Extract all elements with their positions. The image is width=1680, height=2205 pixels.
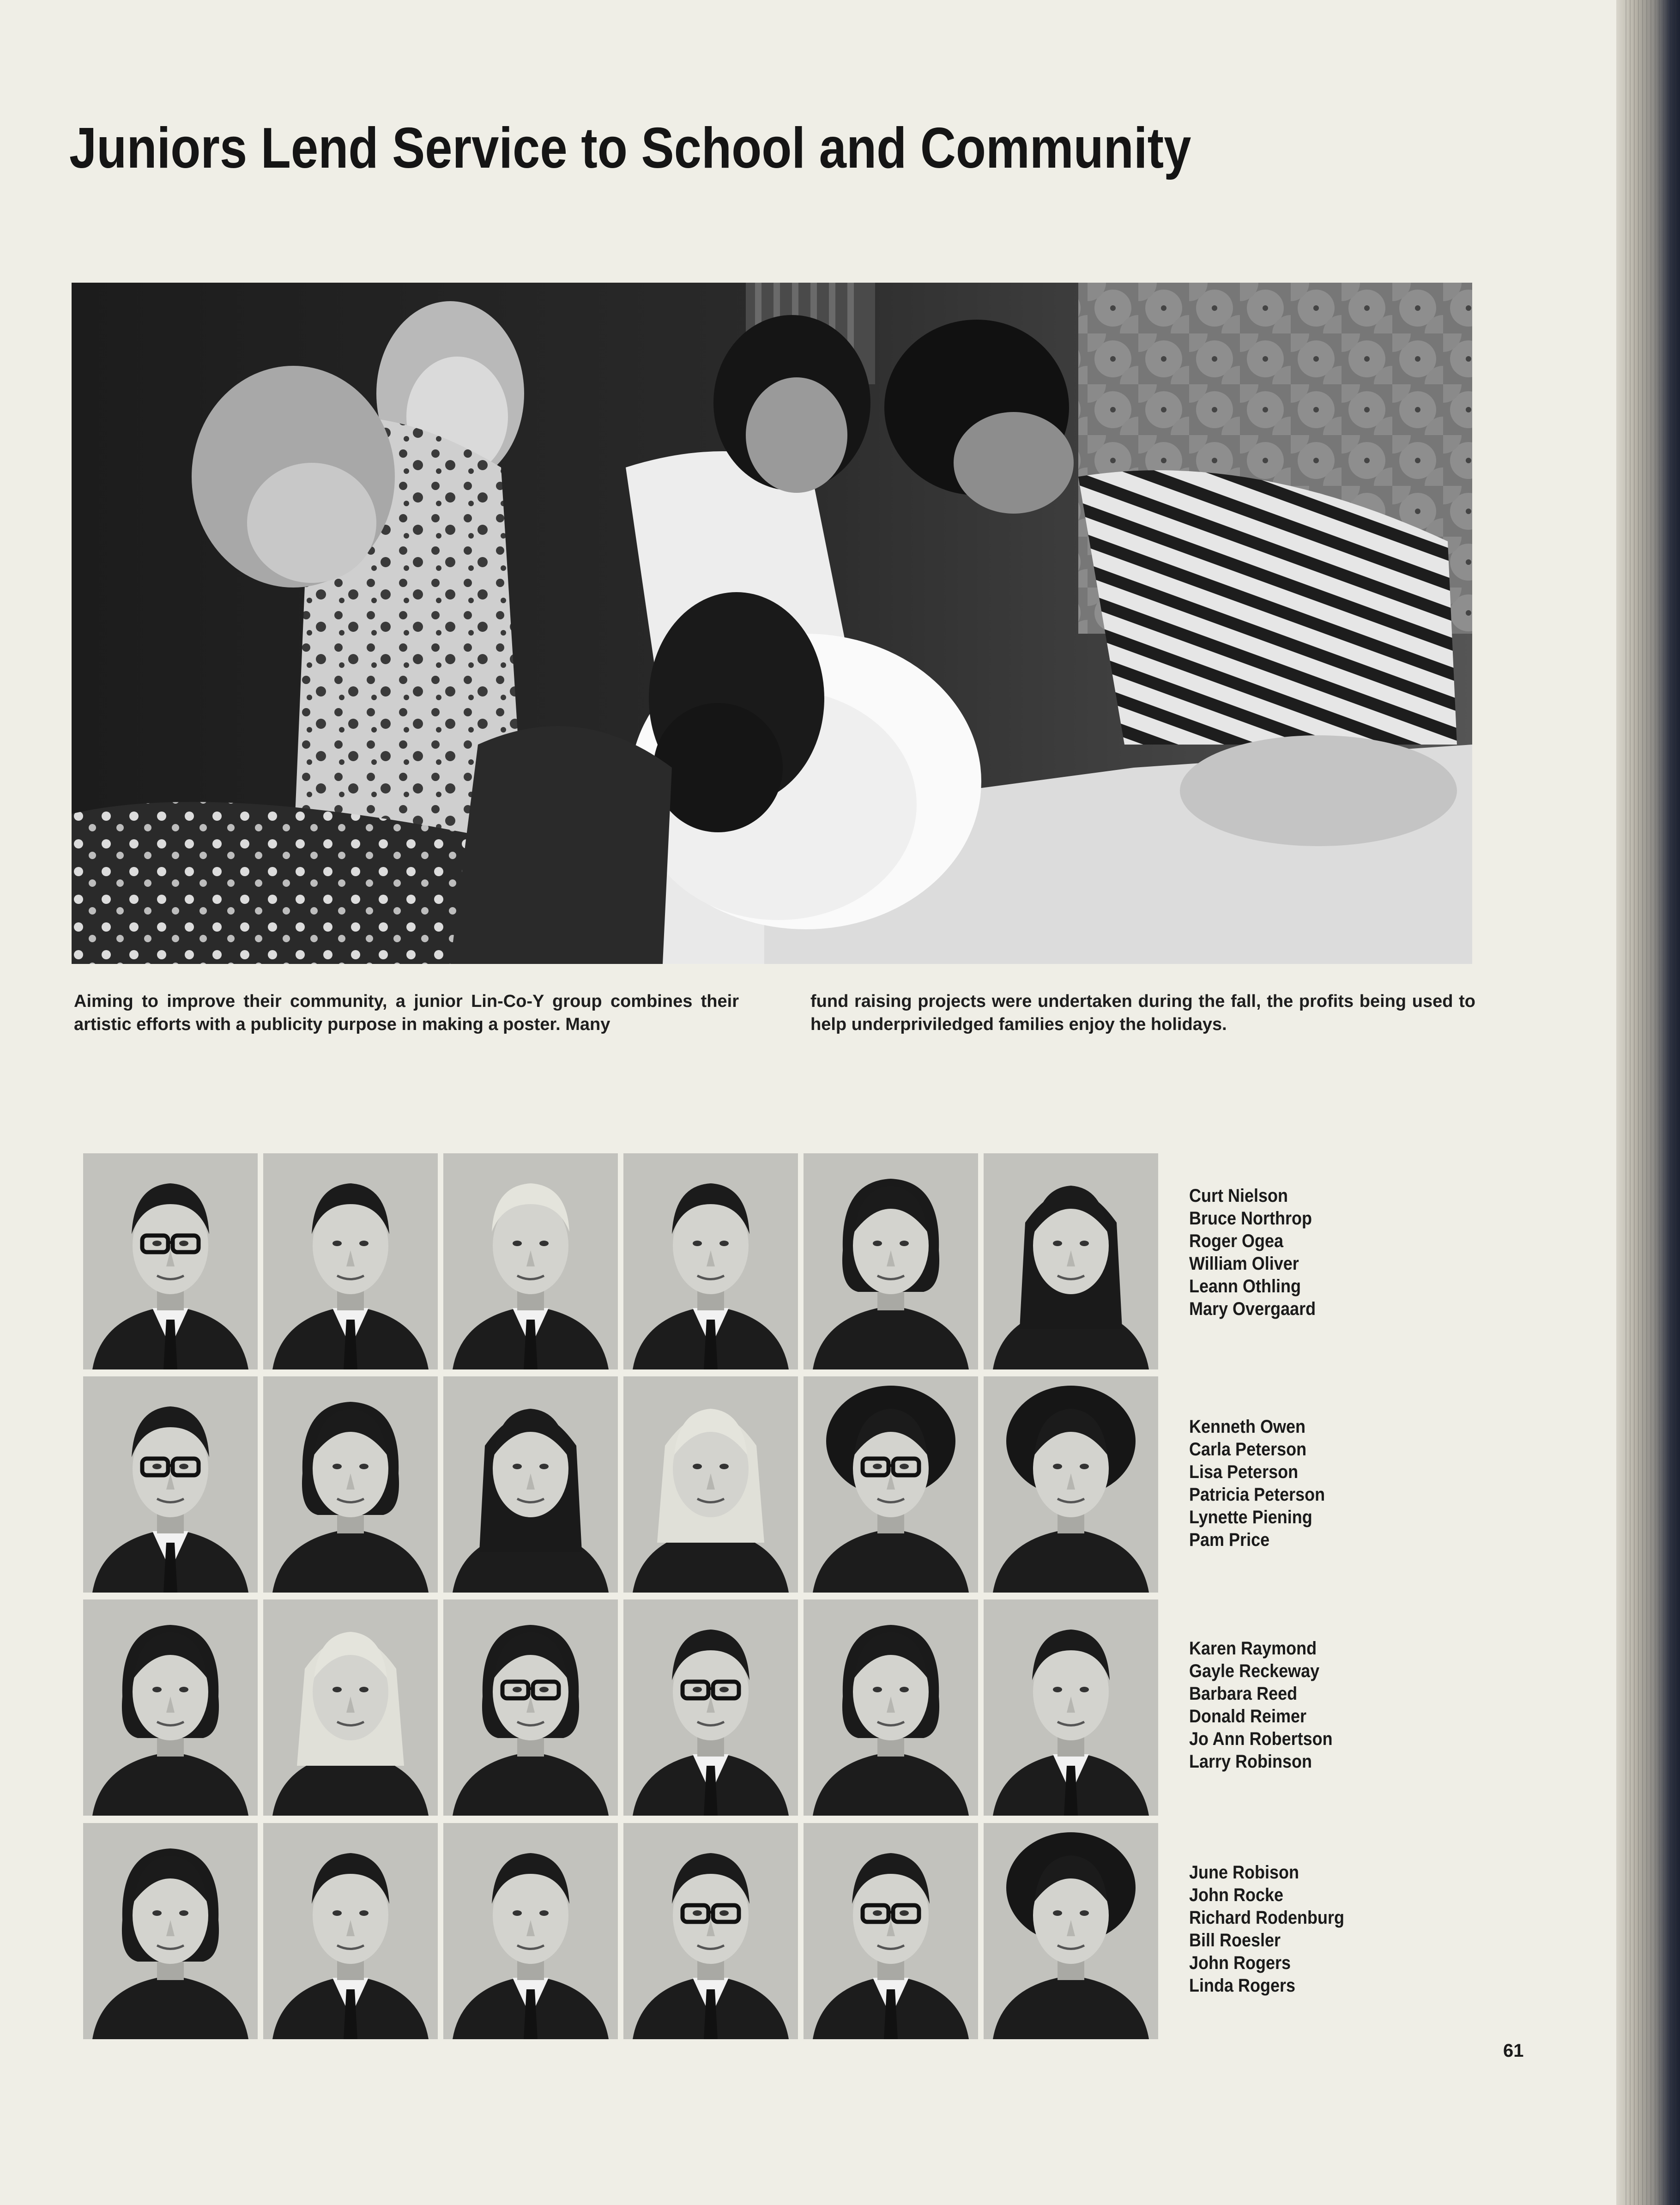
group-photo — [72, 283, 1472, 964]
portrait-photo — [804, 1823, 978, 2039]
student-name: Curt Nielson — [1189, 1186, 1288, 1206]
portrait-photo — [443, 1599, 618, 1816]
student-name: Linda Rogers — [1189, 1975, 1296, 1996]
portrait-photo — [263, 1599, 438, 1816]
portrait-photo — [263, 1376, 438, 1593]
portrait-photo — [623, 1823, 798, 2039]
student-name: Roger Ogea — [1189, 1231, 1284, 1251]
portrait-photo — [804, 1153, 978, 1369]
name-list — [1189, 1861, 1448, 1997]
student-name: Leann Othling — [1189, 1276, 1301, 1296]
student-name: Karen Raymond — [1189, 1638, 1317, 1659]
student-name: Pam Price — [1189, 1530, 1270, 1550]
student-name: Lisa Peterson — [1189, 1462, 1299, 1482]
student-name: Bill Roesler — [1189, 1930, 1281, 1951]
student-name: June Robison — [1189, 1862, 1299, 1883]
name-list — [1189, 1416, 1448, 1551]
portrait-photo — [804, 1599, 978, 1816]
student-name: Jo Ann Robertson — [1189, 1729, 1333, 1749]
portrait-photo — [83, 1153, 258, 1369]
name-list — [1189, 1185, 1448, 1321]
student-name: Gayle Reckeway — [1189, 1661, 1320, 1681]
portrait-photo — [984, 1376, 1158, 1593]
portrait-photo — [83, 1823, 258, 2039]
caption-right: fund raising projects were undertaken during the fall, the profits being used to help underpriviledged families enjoy the holidays. — [810, 992, 1475, 1034]
student-name: John Rogers — [1189, 1953, 1291, 1973]
portrait-photo — [263, 1153, 438, 1369]
student-name: Richard Rodenburg — [1189, 1908, 1345, 1928]
portrait-photo — [984, 1823, 1158, 2039]
student-name: Donald Reimer — [1189, 1706, 1307, 1726]
portrait-photo — [984, 1599, 1158, 1816]
portrait-photo — [83, 1599, 258, 1816]
portrait-photo — [804, 1376, 978, 1593]
student-name: Barbara Reed — [1189, 1684, 1298, 1704]
portrait-photo — [443, 1376, 618, 1593]
portrait-photo — [984, 1153, 1158, 1369]
student-name: Lynette Piening — [1189, 1507, 1312, 1527]
page-number: 61 — [1503, 2041, 1524, 2061]
page-title: Juniors Lend Service to School and Community — [69, 116, 1191, 180]
caption-left: Aiming to improve their community, a junior Lin-Co-Y group combines their artistic efforts with a publicity purpose in making a poster. Many — [74, 992, 739, 1034]
student-name: William Oliver — [1189, 1254, 1299, 1274]
student-name: Patricia Peterson — [1189, 1484, 1325, 1505]
portrait-photo — [443, 1153, 618, 1369]
portrait-photo — [623, 1599, 798, 1816]
student-name: Larry Robinson — [1189, 1751, 1312, 1772]
portrait-photo — [623, 1153, 798, 1369]
page-edges — [1626, 0, 1676, 2205]
portrait-photo — [623, 1376, 798, 1593]
portrait-photo — [263, 1823, 438, 2039]
student-name: John Rocke — [1189, 1885, 1284, 1905]
student-name: Bruce Northrop — [1189, 1208, 1312, 1229]
student-name: Mary Overgaard — [1189, 1299, 1316, 1319]
portrait-photo — [443, 1823, 618, 2039]
student-name: Kenneth Owen — [1189, 1417, 1306, 1437]
student-name: Carla Peterson — [1189, 1439, 1307, 1460]
portrait-photo — [83, 1376, 258, 1593]
name-list — [1189, 1637, 1448, 1773]
